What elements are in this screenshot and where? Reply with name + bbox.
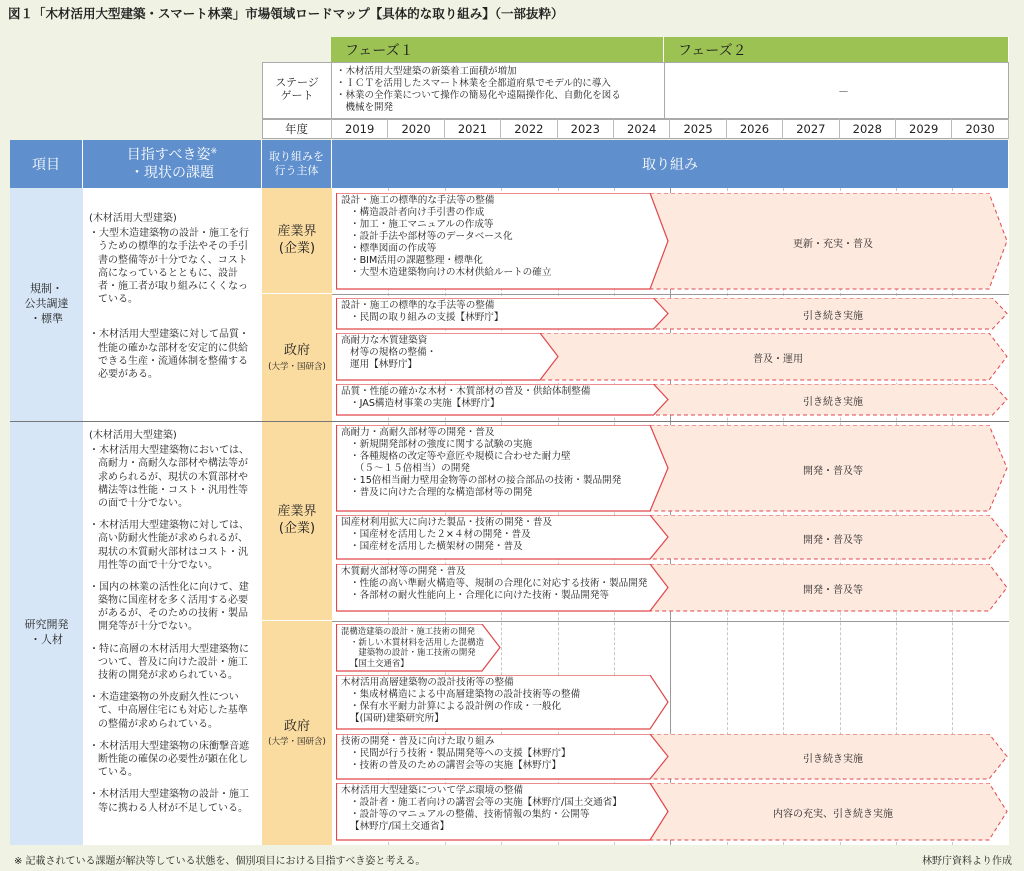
section2-issue-head: (木材活用大型建築) xyxy=(89,430,177,441)
section2-gov-actor-sub: (大学・国研含) xyxy=(268,737,326,748)
action-text xyxy=(341,386,659,410)
section1-item xyxy=(10,188,83,421)
stage-gate-item: ・木材活用大型建築の新築着工面積が増加 xyxy=(336,66,517,77)
year-2028: 2028 xyxy=(840,119,896,139)
action-arrow xyxy=(336,193,1008,290)
action-arrow xyxy=(336,425,1008,512)
action-status: 開発・普及等 xyxy=(803,534,863,546)
action-status: 引き続き実施 xyxy=(803,397,863,408)
stage-gate-phase2: － xyxy=(838,85,849,98)
section1-gov-actor xyxy=(262,294,332,421)
action-text xyxy=(341,785,659,833)
action-bullet: ・新しい木質材料を活用した混構造 xyxy=(350,636,484,647)
action-arrow xyxy=(336,564,1008,612)
action-arrow xyxy=(336,734,1008,780)
stage-gate-item: ・林業の全作業について操作の簡易化や遠隔操作化、自動化を図る xyxy=(336,89,621,101)
action-bullet: ・新規開発部材の強度に関する試験の実施 xyxy=(350,439,533,451)
phase-2-header: フェーズ２ xyxy=(664,37,1009,62)
action-bullet: ・技術の普及のための講習会等の実施【林野庁】 xyxy=(350,760,562,772)
section1-issue: ・大型木造建築物の設計・施工を行うための標準的な手法やその手引書の整備等が十分でなく、コスト高になっているとともに、設計者・施工者が取り組みにくくなっている。 xyxy=(89,228,249,306)
header-goal-line2: ・現状の課題 xyxy=(130,165,214,181)
figure-title: 図１「木材活用大型建築・スマート林業」市場領域ロードマップ【具体的な取り組み】（一部抜粋） xyxy=(8,6,564,21)
action-bullet: 【林野庁/国土交通省】 xyxy=(350,821,450,833)
year-2030: 2030 xyxy=(952,119,1008,139)
action-bullet: ・構造設計者向け手引書の作成 xyxy=(350,207,485,219)
stage-gate-label-line1: ステージ xyxy=(275,76,319,89)
action-bullet: ・国産材を活用した２×４材の開発・普及 xyxy=(350,529,531,541)
section1-issues xyxy=(83,188,262,421)
section2-issue: ・特に高層の木材活用大型建築物について、普及に向けた設計・施工技術の開発が求められている。 xyxy=(89,643,249,681)
action-bullet: 建築物の設計・施工技術の開発 xyxy=(350,647,476,658)
action-status: 引き続き実施 xyxy=(803,754,863,765)
header-actor-line1: 取り組みを xyxy=(269,149,324,163)
action-bullet: ・保有水平耐力計算による設計例の作成・一般化 xyxy=(350,701,562,713)
action-bullet: 【国土交通省】 xyxy=(350,657,409,668)
action-text xyxy=(341,736,659,772)
action-arrow xyxy=(336,675,1008,730)
section2-issue: ・木材活用大型建築物においては、高耐力・高耐久な部材や構法等が求められるが、現状の木質部材や構法等は性能・コスト・汎用性等の面で十分でない。 xyxy=(89,445,249,509)
year-2024: 2024 xyxy=(614,119,670,139)
action-text xyxy=(341,566,659,602)
header-item: 項目 xyxy=(10,140,83,188)
stage-gate-items xyxy=(336,66,662,114)
action-text xyxy=(341,335,549,371)
header-actor xyxy=(262,140,332,188)
year-2022: 2022 xyxy=(501,119,557,139)
section1-item-line: ・標準 xyxy=(30,311,63,325)
stage-gate-label xyxy=(262,76,332,102)
year-2026: 2026 xyxy=(727,119,783,139)
action-bullet: ・15倍相当耐力壁用金物等の部材の接合部品の技術・製品開発 xyxy=(350,475,622,487)
action-title: 木材活用高層建築物の設計技術等の整備 xyxy=(341,677,514,688)
section1-gov-actor-main: 政府 xyxy=(283,343,310,359)
action-bullet: ・普及に向けた合理的な構造部材等の開発 xyxy=(350,487,533,499)
action-bullet: 運用【林野庁】 xyxy=(350,359,418,371)
year-2023: 2023 xyxy=(558,119,614,139)
section2-issue: ・木材活用大型建築物の設計・施工等に携わる人材が不足している。 xyxy=(89,789,249,814)
section2-issue: ・木造建築物の外皮耐久性について、中高層住宅にも対応した基準の整備が求められている。 xyxy=(89,692,248,730)
action-arrow xyxy=(336,783,1008,841)
action-text xyxy=(341,677,659,725)
action-status: 開発・普及等 xyxy=(803,465,863,477)
action-text xyxy=(341,427,659,499)
stage-gate-label-line2: ゲート xyxy=(280,89,314,103)
action-bullet: ・各種規格の改定等や意匠や規模に合わせた耐力壁 xyxy=(350,451,571,463)
action-title: 混構造建築の設計・施工技術の開発 xyxy=(341,626,475,636)
action-status: 引き続き実施 xyxy=(803,311,863,322)
action-bullet: ・各部材の耐火性能向上・合理化に向けた技術・製品開発等 xyxy=(350,590,610,602)
header-actor-line2: 行う主体 xyxy=(274,164,319,177)
action-bullet: ・BIM活用の課題整理・標準化 xyxy=(350,255,483,267)
section2-gov-actor-main: 政府 xyxy=(283,718,310,734)
year-2025: 2025 xyxy=(670,119,726,139)
action-title: 高耐力・高耐久部材等の開発・普及 xyxy=(341,427,495,438)
action-status: 普及・運用 xyxy=(753,354,803,365)
action-text xyxy=(341,195,659,280)
section2-industry-actor-main: 産業界 xyxy=(277,503,317,519)
section1-item-line: 公共調達 xyxy=(24,297,69,311)
action-bullet: ・標準図面の作成等 xyxy=(350,243,437,255)
section2-item-line: 研究開発 xyxy=(24,618,69,632)
section2-industry-actor-sub: (企業) xyxy=(278,520,316,536)
action-status: 開発・普及等 xyxy=(803,585,863,596)
year-2019: 2019 xyxy=(332,119,388,139)
section1-item-line: 規制・ xyxy=(30,282,63,296)
section1-issue: ・木材活用大型建築に対して品質・性能の確かな部材を安定的に供給できる生産・流通体制を整備する必要がある。 xyxy=(89,329,249,380)
action-arrow xyxy=(336,384,1008,416)
header-goal-line1: 目指すべき姿 xyxy=(126,146,211,163)
action-bullet: （５～１５倍相当）の開発 xyxy=(350,463,470,475)
section1-industry-actor-sub: (企業) xyxy=(278,240,316,256)
action-bullet: ・性能の高い準耐火構造等、規制の合理化に対応する技術・製品開発 xyxy=(350,578,648,590)
action-bullet: ・設計者・施工者向けの講習会等の実施【林野庁/国土交通省】 xyxy=(350,797,622,809)
action-title: 木材活用大型建築について学ぶ環境の整備 xyxy=(341,785,524,796)
action-title: 設計・施工の標準的な手法等の整備 xyxy=(341,300,495,311)
action-arrow xyxy=(336,624,1008,672)
action-text xyxy=(341,517,659,553)
source-note: 林野庁資料より作成 xyxy=(922,856,1012,867)
action-bullet: ・国産材を活用した横架材の開発・普及 xyxy=(350,541,523,553)
section2-item xyxy=(10,421,83,845)
year-2020: 2020 xyxy=(388,119,444,139)
action-text xyxy=(341,626,491,668)
action-status: 内容の充実、引き続き実施 xyxy=(773,809,893,820)
action-title: 品質・性能の確かな木材・木質部材の普及・供給体制整備 xyxy=(341,386,591,397)
section2-item-line: ・人材 xyxy=(30,633,63,646)
year-label: 年度 xyxy=(262,119,332,139)
action-bullet: ・大型木造建築物向けの木材供給ルートの確立 xyxy=(350,267,552,279)
stage-gate-item: ・ＩＣＴを活用したスマート林業を全都道府県でモデル的に導入 xyxy=(336,77,611,89)
year-2027: 2027 xyxy=(783,119,839,139)
header-goal-note: ※ xyxy=(210,146,218,156)
action-bullet: ・民間の取り組みの支援【林野庁】 xyxy=(350,312,504,324)
action-arrow xyxy=(336,333,1008,381)
action-arrow xyxy=(336,298,1008,330)
section2-issue: ・木材活用大型建築物の床衝撃音遮断性能の確保の必要性が顕在化している。 xyxy=(89,740,249,779)
action-bullet: ・JAS構造材事業の実施【林野庁】 xyxy=(350,398,500,410)
action-title: 高耐力な木質建築資 xyxy=(341,335,428,346)
section2-industry-actor xyxy=(262,421,332,621)
action-bullet: ・民間が行う技術・製品開発等への支援【林野庁】 xyxy=(350,748,571,760)
phase-1-header: フェーズ１ xyxy=(331,37,664,62)
section1-industry-actor-main: 産業界 xyxy=(277,223,317,239)
action-bullet: ・設計等のマニュアルの整備、技術情報の集約・公開等 xyxy=(350,809,590,821)
section2-issue: ・国内の林業の活性化に向けて、建築物に国産材を多く活用する必要があるが、そのための技術・製品開発等が十分でない。 xyxy=(89,581,249,633)
header-goal xyxy=(83,140,262,188)
footnote: ※ 記載されている課題が解決等している状態を、個別項目における目指すべき姿と考える。 xyxy=(14,856,426,867)
action-text xyxy=(341,300,659,324)
section1-issue-head: (木材活用大型建築) xyxy=(89,213,177,224)
section2-issue: ・木材活用大型建築物に対しては、高い防耐火性能が求められるが、現状の木質耐火部材はコスト・汎用性等の面で十分でない。 xyxy=(89,520,249,571)
section2-gov-actor xyxy=(262,621,332,845)
action-bullet: ・設計手法や部材等のデータベース化 xyxy=(350,231,513,243)
action-arrow xyxy=(336,515,1008,560)
section1-gov-actor-sub: (大学・国研含) xyxy=(268,361,326,372)
stage-gate-item: 機械を開発 xyxy=(336,101,394,113)
action-bullet: ・加工・施工マニュアルの作成等 xyxy=(350,219,494,231)
action-title: 木質耐火部材等の開発・普及 xyxy=(341,566,466,577)
action-title: 技術の開発・普及に向けた取り組み xyxy=(341,736,495,747)
action-bullet: ・集成材構造による中高層建築物の設計技術等の整備 xyxy=(350,689,581,701)
year-2021: 2021 xyxy=(445,119,501,139)
action-title: 設計・施工の標準的な手法等の整備 xyxy=(341,195,495,206)
section1-industry-actor xyxy=(262,188,332,294)
action-title: 国産材利用拡大に向けた製品・技術の開発・普及 xyxy=(341,517,553,528)
header-actions: 取り組み xyxy=(332,140,1009,188)
action-bullet: 【(国研)建築研究所】 xyxy=(350,713,444,725)
action-bullet: 材等の規格の整備・ xyxy=(350,347,437,359)
action-status: 更新・充実・普及 xyxy=(793,238,873,250)
section2-issues xyxy=(83,421,262,845)
year-2029: 2029 xyxy=(896,119,952,139)
